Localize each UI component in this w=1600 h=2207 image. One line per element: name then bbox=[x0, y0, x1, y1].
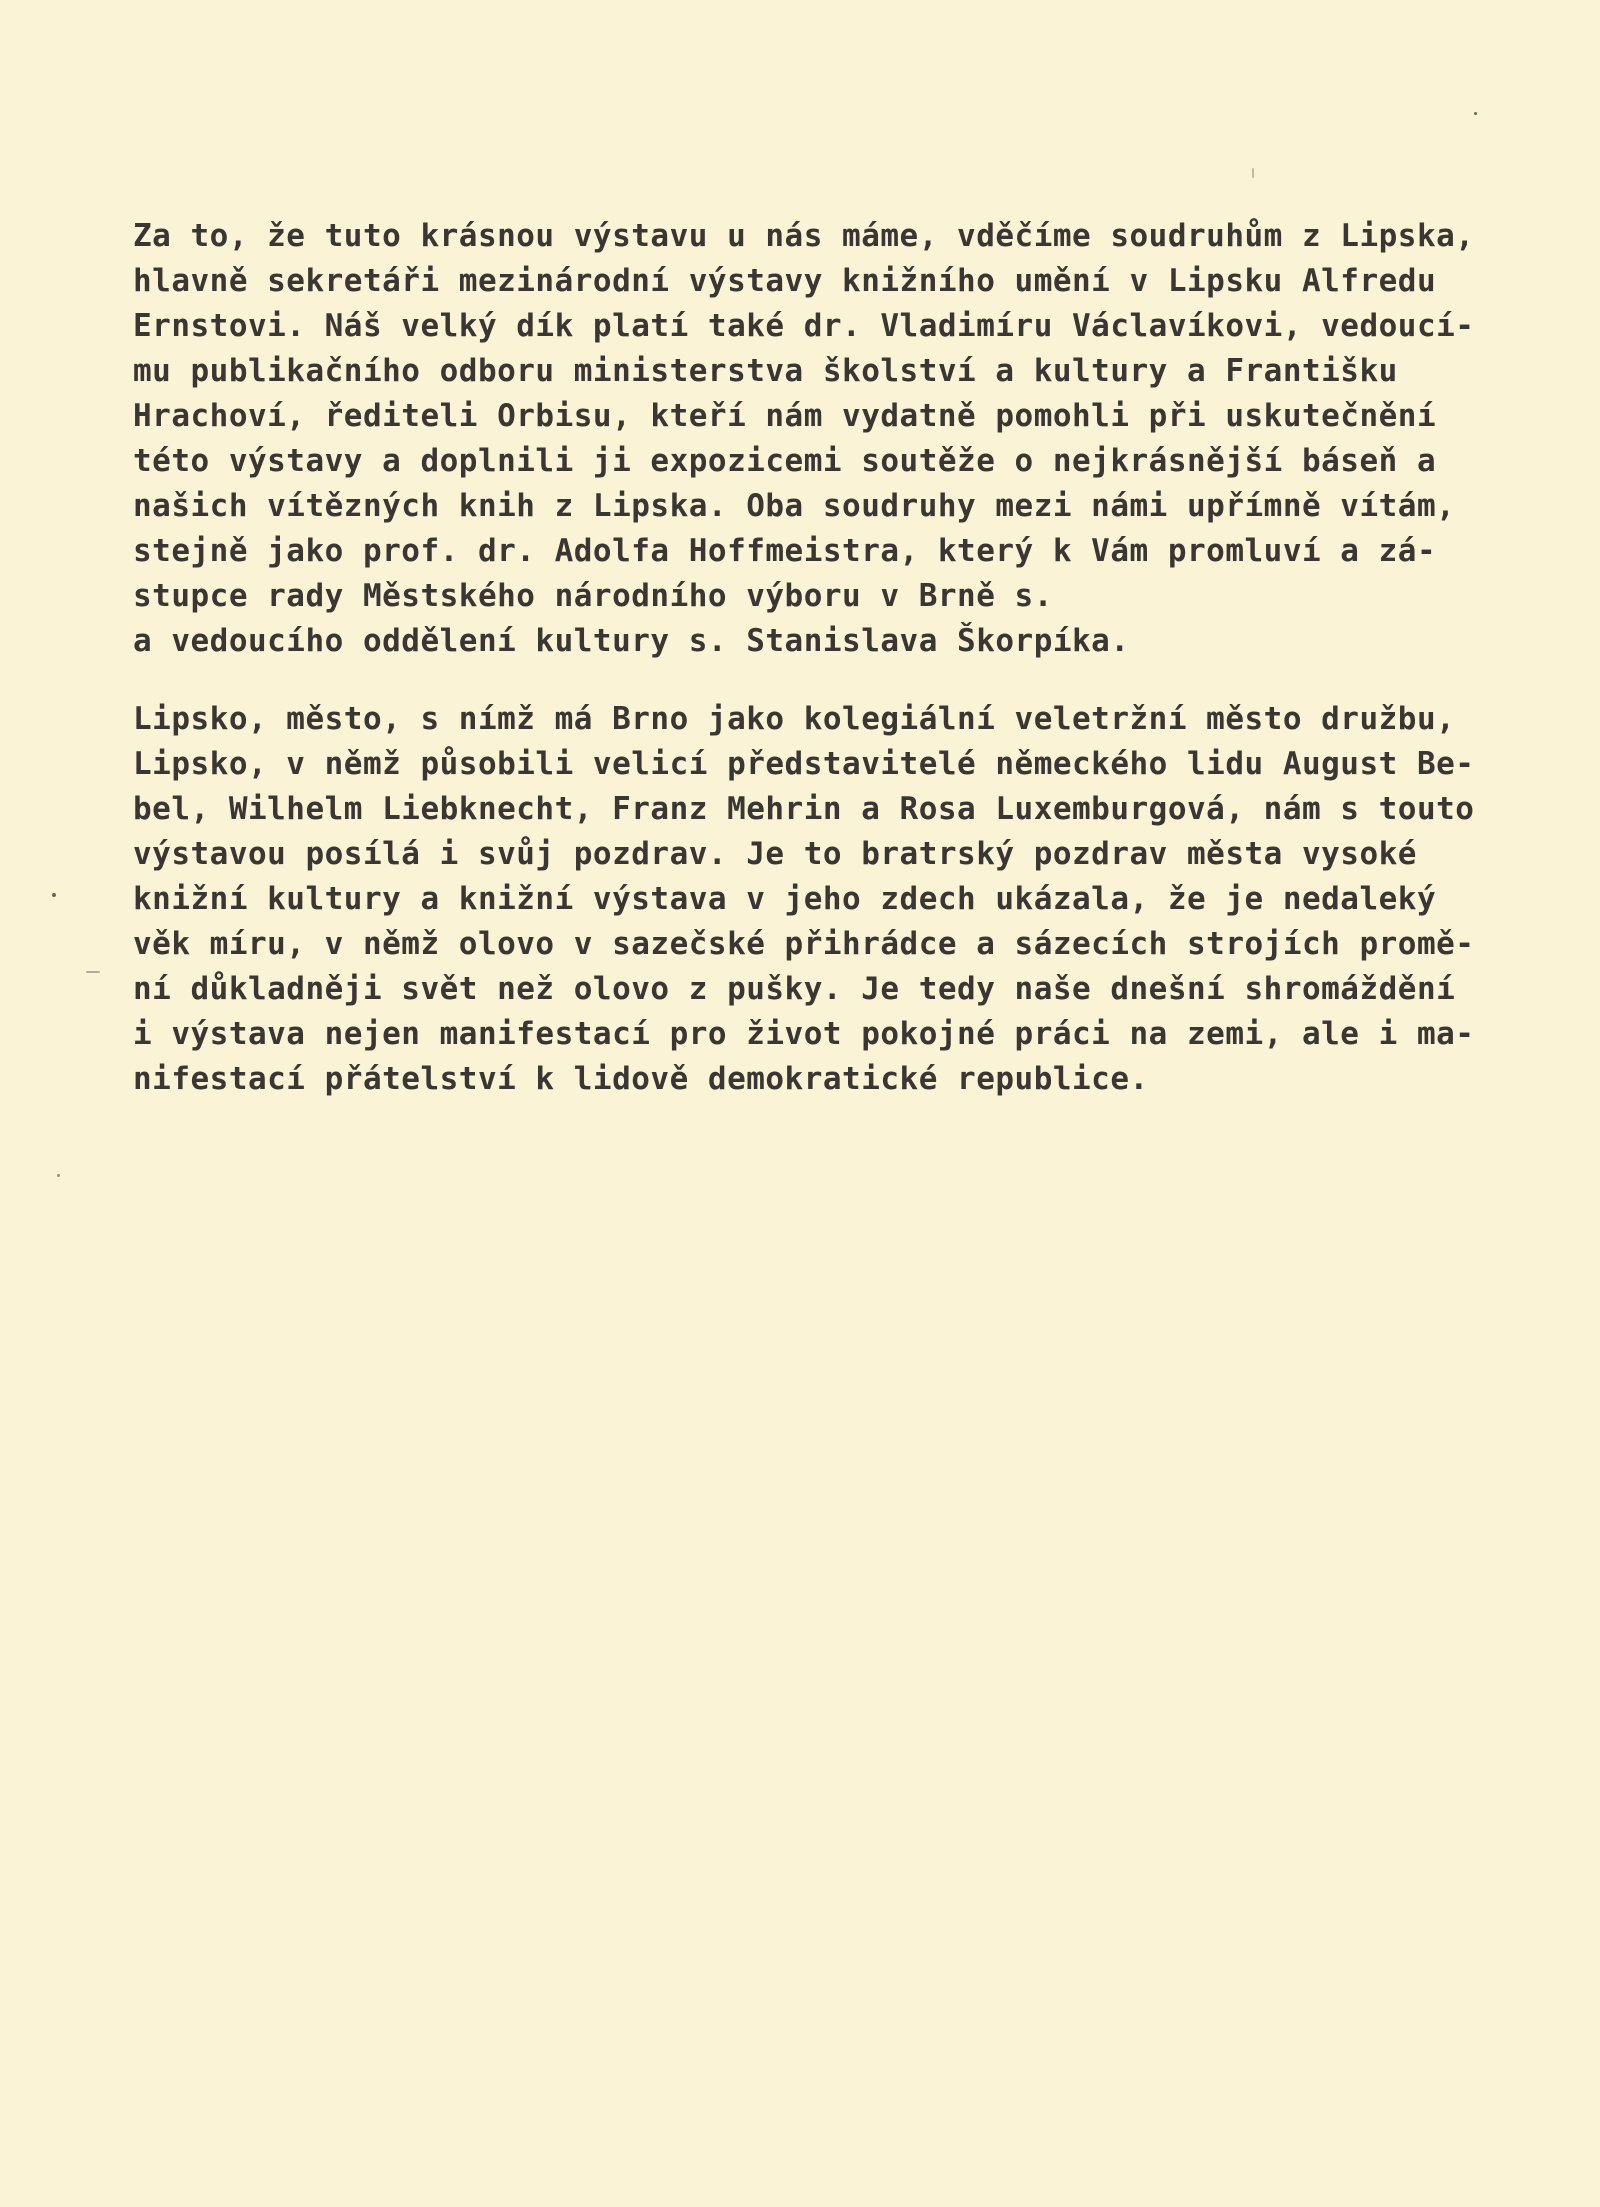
paper-speck bbox=[52, 893, 56, 897]
text-line: mu publikačního odboru ministerstva školství a kultury a Františku bbox=[133, 353, 1398, 389]
text-line: Za to, že tuto krásnou výstavu u nás máme, vděčíme soudruhům z Lipska, bbox=[133, 218, 1475, 254]
text-line: Hrachoví, řediteli Orbisu, kteří nám vydatně pomohli při uskutečnění bbox=[133, 398, 1437, 434]
text-line: Lipsko, město, s nímž má Brno jako kolegiální veletržní město družbu, bbox=[133, 701, 1456, 737]
text-line: stejně jako prof. dr. Adolfa Hoffmeistra, který k Vám promluví a zá- bbox=[133, 533, 1437, 569]
text-line: hlavně sekretáři mezinárodní výstavy knižního umění v Lipsku Alfredu bbox=[133, 263, 1437, 299]
text-line: a vedoucího oddělení kultury s. Stanislava Škorpíka. bbox=[133, 623, 1130, 659]
text-line: věk míru, v němž olovo v sazečské přihrádce a sázecích strojích promě- bbox=[133, 926, 1475, 962]
text-line: Lipsko, v němž působili velicí představitelé německého lidu August Be- bbox=[133, 746, 1475, 782]
text-line: Ernstovi. Náš velký dík platí také dr. Vladimíru Václavíkovi, vedoucí- bbox=[133, 308, 1475, 344]
paragraph-1 bbox=[133, 214, 1513, 664]
paragraph-2 bbox=[133, 697, 1513, 1102]
text-line: bel, Wilhelm Liebknecht, Franz Mehrin a Rosa Luxemburgová, nám s touto bbox=[133, 791, 1475, 827]
text-line: stupce rady Městského národního výboru v Brně s. bbox=[133, 578, 1053, 614]
text-line: i výstava nejen manifestací pro život pokojné práci na zemi, ale i ma- bbox=[133, 1016, 1475, 1052]
text-line: této výstavy a doplnili ji expozicemi soutěže o nejkrásnější báseň a bbox=[133, 443, 1437, 479]
paper-speck bbox=[1252, 168, 1254, 178]
text-line: ní důkladněji svět než olovo z pušky. Je tedy naše dnešní shromáždění bbox=[133, 971, 1456, 1007]
text-line: výstavou posílá i svůj pozdrav. Je to bratrský pozdrav města vysoké bbox=[133, 836, 1417, 872]
paper-speck bbox=[57, 1174, 60, 1177]
text-line: našich vítězných knih z Lipska. Oba soudruhy mezi námi upřímně vítám, bbox=[133, 488, 1456, 524]
text-line: nifestací přátelství k lidově demokratické republice. bbox=[133, 1061, 1149, 1097]
text-line: knižní kultury a knižní výstava v jeho zdech ukázala, že je nedaleký bbox=[133, 881, 1437, 917]
paper-speck bbox=[1474, 112, 1477, 115]
paper-speck bbox=[86, 971, 100, 973]
